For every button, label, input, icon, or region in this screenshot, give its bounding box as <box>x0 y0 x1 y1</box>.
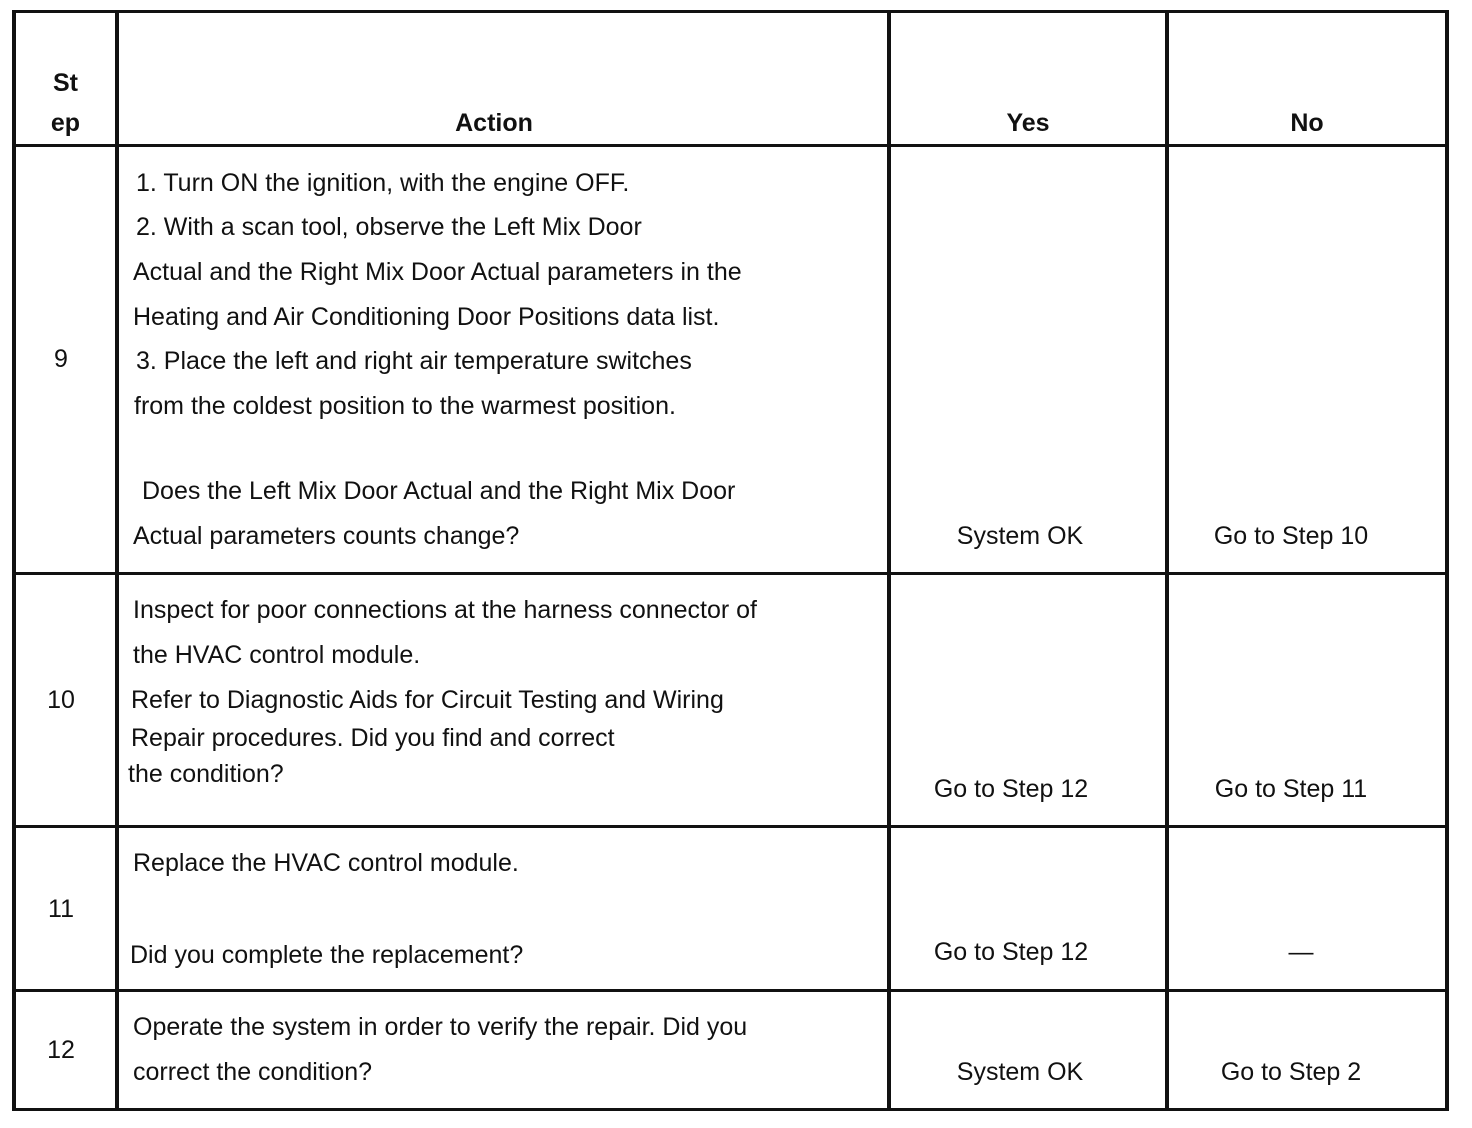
action-line: Refer to Diagnostic Aids for Circuit Testing and Wiring <box>131 686 724 714</box>
action-line: Inspect for poor connections at the harness connector of <box>133 596 757 624</box>
action-line: Actual parameters counts change? <box>133 522 520 550</box>
header-action: Action <box>455 109 533 137</box>
yes-outcome-10: Go to Step 12 <box>933 775 1089 803</box>
table-border-bottom <box>12 1108 1449 1111</box>
yes-outcome-12: System OK <box>956 1058 1084 1086</box>
header-step-line1: St <box>53 69 78 97</box>
action-line: Actual and the Right Mix Door Actual parameters in the <box>133 258 742 286</box>
action-line: Does the Left Mix Door Actual and the Right Mix Door <box>142 477 736 505</box>
action-line: 1. Turn ON the ignition, with the engine OFF. <box>136 169 630 197</box>
table-border-left <box>12 10 16 1111</box>
action-line: Did you complete the replacement? <box>130 941 524 969</box>
no-outcome-12: Go to Step 2 <box>1220 1058 1362 1086</box>
header-no: No <box>1290 109 1324 137</box>
action-line: 3. Place the left and right air temperature switches <box>136 347 692 375</box>
step-number-9: 9 <box>54 345 68 373</box>
row-divider-10 <box>12 825 1449 828</box>
action-line: the HVAC control module. <box>133 641 421 669</box>
action-line: Repair procedures. Did you find and correct <box>131 724 615 752</box>
step-number-12: 12 <box>47 1036 75 1064</box>
header-divider <box>12 144 1449 147</box>
yes-outcome-9: System OK <box>956 522 1084 550</box>
action-line: 2. With a scan tool, observe the Left Mix Door <box>136 213 642 241</box>
header-step <box>16 68 115 138</box>
action-line: from the coldest position to the warmest position. <box>134 392 676 420</box>
header-yes: Yes <box>1006 109 1050 137</box>
diagnostic-table <box>12 10 1449 1111</box>
table-border-top <box>12 10 1449 13</box>
row-divider-9 <box>12 572 1449 575</box>
action-line: Operate the system in order to verify the repair. Did you <box>133 1013 748 1041</box>
action-line: the condition? <box>128 760 284 788</box>
no-outcome-9: Go to Step 10 <box>1213 522 1369 550</box>
no-outcome-11: — <box>1288 938 1314 966</box>
step-number-11: 11 <box>48 895 74 923</box>
header-step-line2: ep <box>50 109 81 137</box>
action-line: correct the condition? <box>133 1058 373 1086</box>
yes-outcome-11: Go to Step 12 <box>933 938 1089 966</box>
column-divider-step <box>115 10 119 1111</box>
step-number-10: 10 <box>47 686 75 714</box>
action-line: Heating and Air Conditioning Door Positions data list. <box>133 303 720 331</box>
row-divider-11 <box>12 989 1449 992</box>
action-line: Replace the HVAC control module. <box>133 849 519 877</box>
no-outcome-10: Go to Step 11 <box>1214 775 1368 803</box>
table-border-right <box>1445 10 1449 1111</box>
